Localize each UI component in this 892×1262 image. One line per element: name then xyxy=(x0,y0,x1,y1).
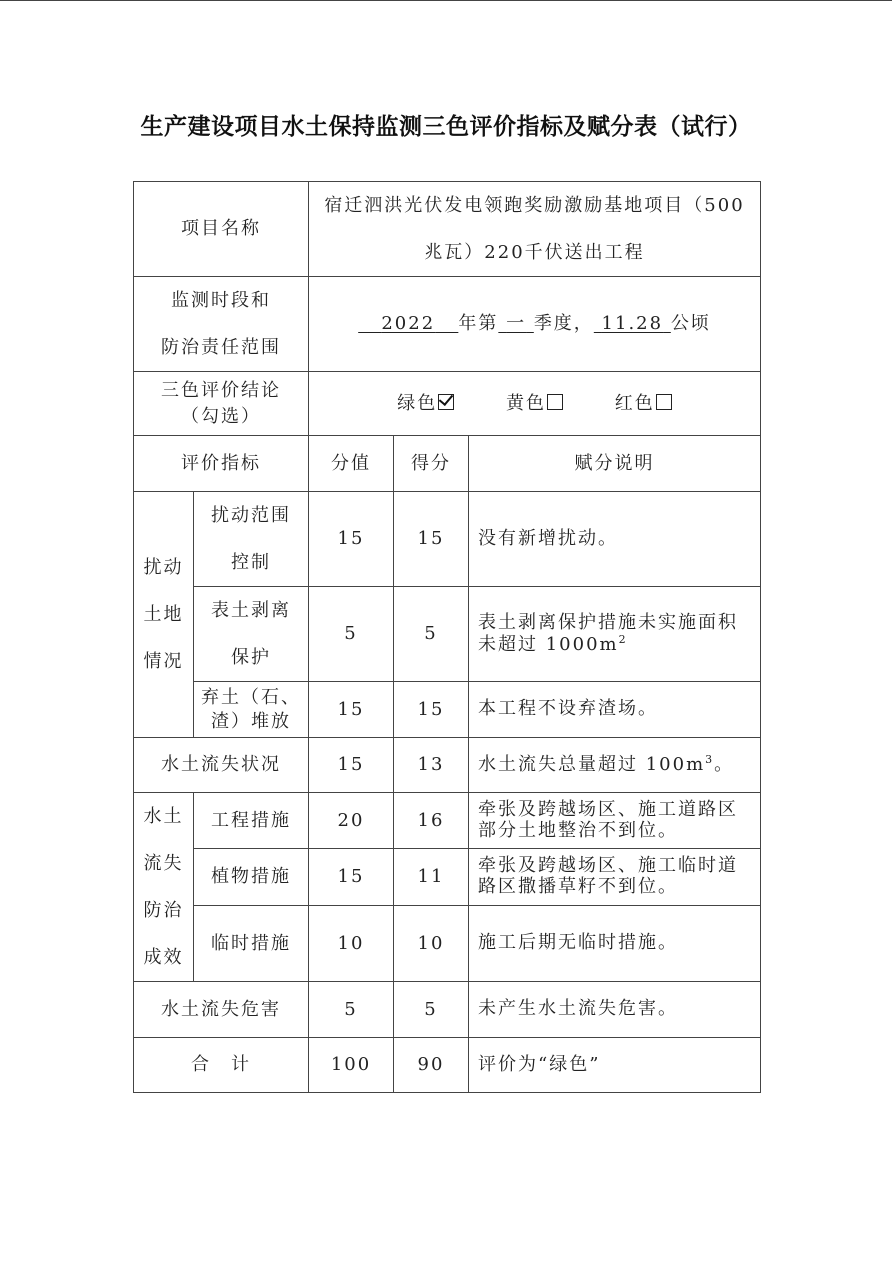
got-value: 15 xyxy=(394,682,469,738)
period-value xyxy=(309,277,761,372)
checkbox-icon[interactable] xyxy=(547,394,563,410)
option-red[interactable]: 红色 xyxy=(615,393,672,414)
indicator-name: 工程措施 xyxy=(194,793,309,849)
group-prevention: 水土 流失 防治 成效 xyxy=(134,793,194,982)
area-unit: 公顷 xyxy=(670,313,711,335)
checkbox-icon[interactable] xyxy=(656,394,672,410)
period-label xyxy=(134,277,309,372)
project-name-value: 宿迁泗洪光伏发电领跑奖励激励基地项目（500兆瓦）220千伏送出工程 xyxy=(309,182,761,277)
table-row xyxy=(134,905,761,981)
table-row xyxy=(134,492,761,587)
score-value: 5 xyxy=(309,587,394,682)
indicator-name: 临时措施 xyxy=(194,905,309,981)
project-name-row xyxy=(134,182,761,277)
total-row xyxy=(134,1038,761,1093)
option-yellow[interactable]: 黄色 xyxy=(506,393,563,414)
header-indicator: 评价指标 xyxy=(134,436,309,492)
table-row xyxy=(134,682,761,738)
quarter-suffix: 季度， xyxy=(533,313,594,335)
score-explain: 牵张及跨越场区、施工临时道路区撒播草籽不到位。 xyxy=(469,849,761,905)
score-explain: 没有新增扰动。 xyxy=(469,492,761,587)
score-value: 15 xyxy=(309,738,394,793)
score-explain: 施工后期无临时措施。 xyxy=(469,905,761,981)
year-value: 2022 xyxy=(381,313,436,335)
evaluation-table xyxy=(133,181,761,1093)
total-got: 90 xyxy=(394,1038,469,1093)
score-value: 5 xyxy=(309,982,394,1038)
indicator-name: 弃土（石、 渣）堆放 xyxy=(194,682,309,738)
page-title: 生产建设项目水土保持监测三色评价指标及赋分表（试行） xyxy=(140,113,752,140)
table-row xyxy=(134,793,761,849)
score-value: 10 xyxy=(309,905,394,981)
total-explain: 评价为“绿色” xyxy=(469,1038,761,1093)
conclusion-options xyxy=(309,372,761,436)
score-explain: 牵张及跨越场区、施工道路区部分土地整治不到位。 xyxy=(469,793,761,849)
table-row xyxy=(134,587,761,682)
got-value: 16 xyxy=(394,793,469,849)
score-explain: 表土剥离保护措施未实施面积未超过 $1000m^2$ xyxy=(469,587,761,682)
got-value: 11 xyxy=(394,849,469,905)
got-value: 10 xyxy=(394,905,469,981)
period-label-line2: 防治责任范围 xyxy=(161,337,281,358)
year-suffix: 年第 xyxy=(458,313,499,335)
header-row xyxy=(134,436,761,492)
score-explain: 未产生水土流失危害。 xyxy=(469,982,761,1038)
indicator-name: 扰动范围 控制 xyxy=(194,492,309,587)
indicator-name: 水土流失危害 xyxy=(134,982,309,1038)
got-value: 5 xyxy=(394,587,469,682)
period-row xyxy=(134,277,761,372)
total-label: 合 计 xyxy=(134,1038,309,1093)
score-value: 15 xyxy=(309,849,394,905)
indicator-name: 水土流失状况 xyxy=(134,738,309,793)
page-top-border xyxy=(0,0,892,1)
checkbox-checked-icon[interactable] xyxy=(438,394,454,410)
project-name-label: 项目名称 xyxy=(134,182,309,277)
table-row xyxy=(134,738,761,793)
group-disturb: 扰动 土地 情况 xyxy=(134,492,194,738)
option-green[interactable]: 绿色 xyxy=(397,393,454,414)
got-value: 15 xyxy=(394,492,469,587)
conclusion-label: 三色评价结论 （勾选） xyxy=(134,372,309,436)
score-value: 20 xyxy=(309,793,394,849)
header-got: 得分 xyxy=(394,436,469,492)
score-explain: 本工程不设弃渣场。 xyxy=(469,682,761,738)
got-value: 13 xyxy=(394,738,469,793)
indicator-name: 植物措施 xyxy=(194,849,309,905)
area-value: 11.28 xyxy=(601,313,664,335)
header-explain: 赋分说明 xyxy=(469,436,761,492)
score-value: 15 xyxy=(309,682,394,738)
got-value: 5 xyxy=(394,982,469,1038)
conclusion-row xyxy=(134,372,761,436)
quarter-value: 一 xyxy=(506,313,527,335)
indicator-name: 表土剥离 保护 xyxy=(194,587,309,682)
period-label-line1: 监测时段和 xyxy=(171,290,271,311)
table-row xyxy=(134,982,761,1038)
table-row xyxy=(134,849,761,905)
total-score: 100 xyxy=(309,1038,394,1093)
score-explain: 水土流失总量超过 $100m^3$。 xyxy=(469,738,761,793)
score-value: 15 xyxy=(309,492,394,587)
header-score: 分值 xyxy=(309,436,394,492)
